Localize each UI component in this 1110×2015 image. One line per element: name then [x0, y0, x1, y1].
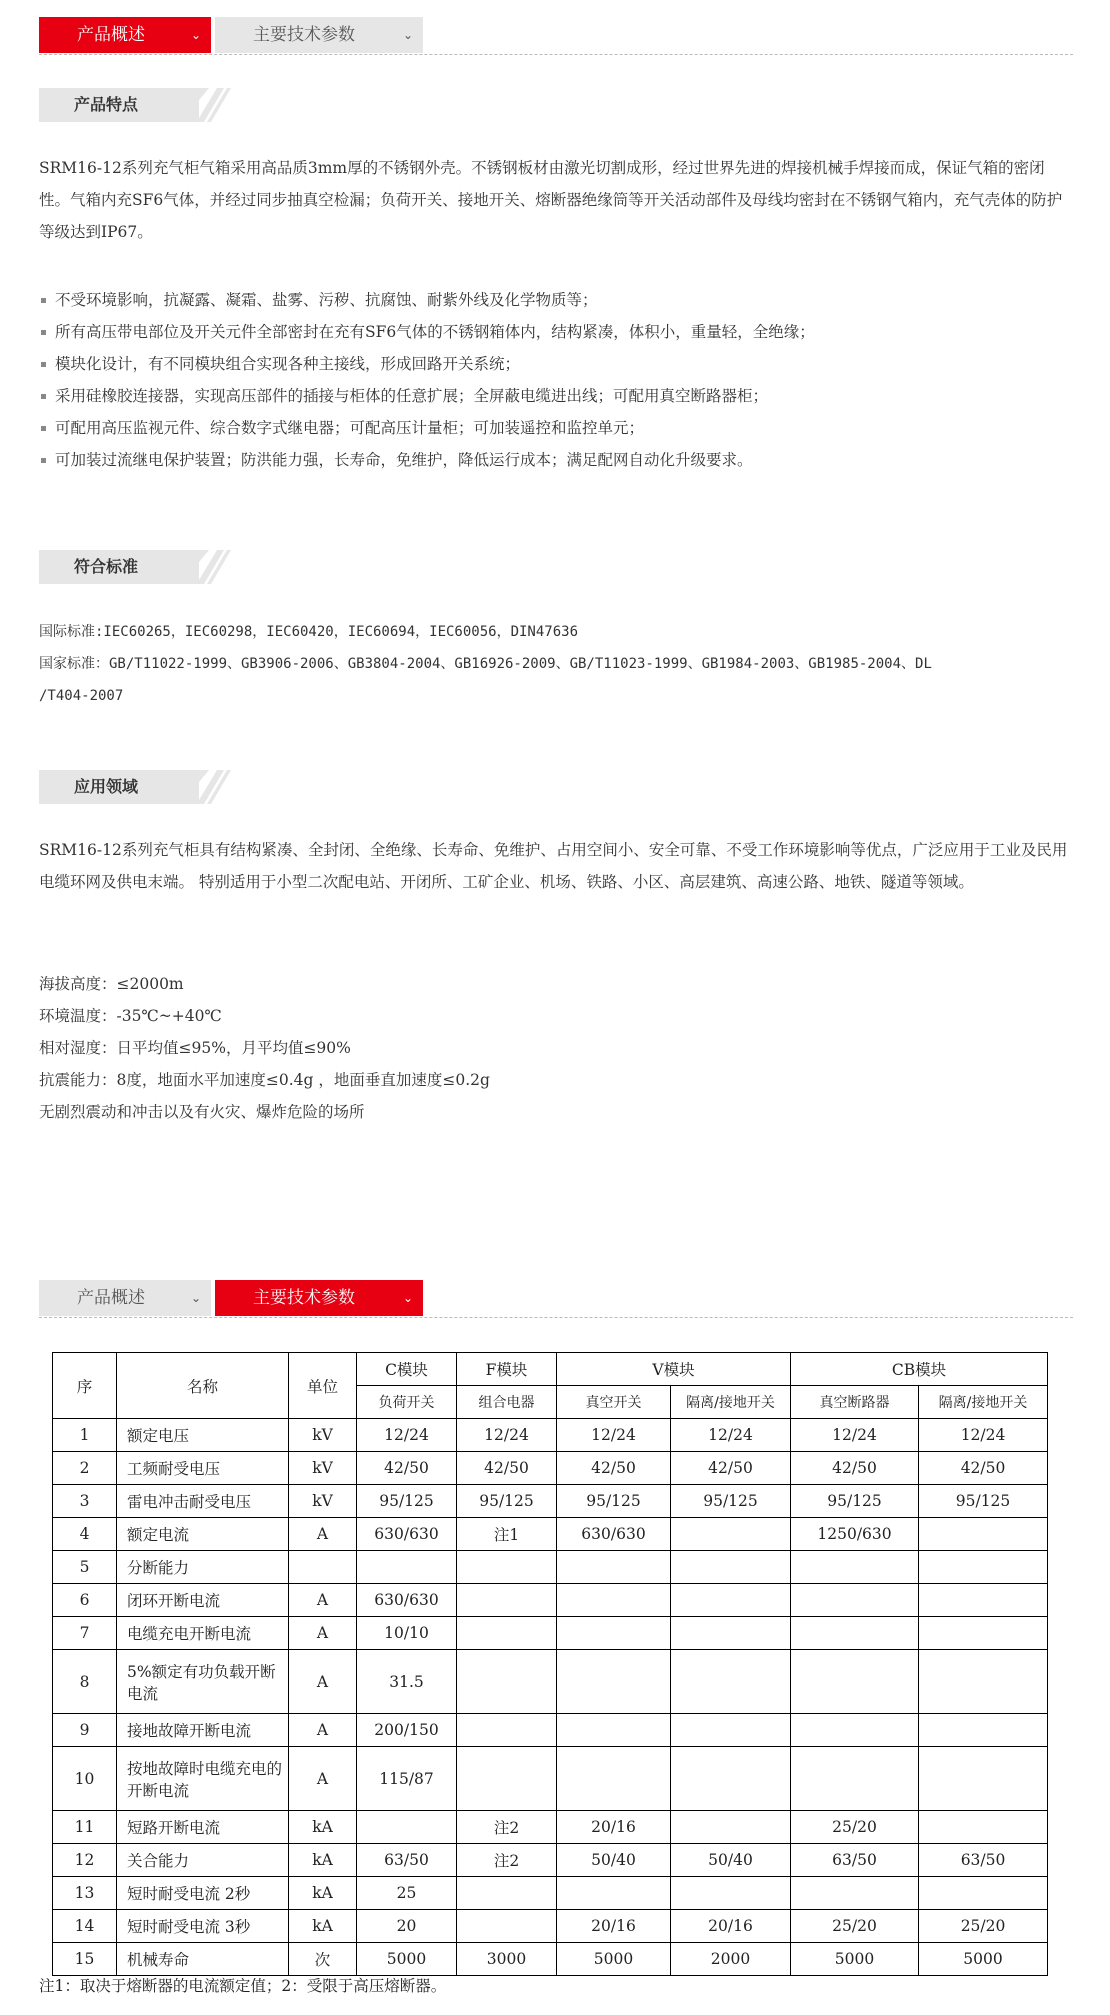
cell-no: 13 [53, 1877, 117, 1910]
list-item [39, 444, 1069, 476]
cell-no: 10 [53, 1747, 117, 1811]
condition-hazard: 无剧烈震动和冲击以及有火灾、爆炸危险的场所 [39, 1103, 365, 1121]
stripe-decoration-icon [199, 88, 231, 122]
cell-value: 20/16 [671, 1910, 791, 1943]
subheader: 隔离/接地开关 [671, 1386, 791, 1419]
cell-value: 5000 [919, 1943, 1048, 1976]
cell-value: 42/50 [919, 1452, 1048, 1485]
section-title: 符合标准 [74, 557, 139, 576]
cell-unit: kA [289, 1877, 357, 1910]
cell-value: 10/10 [357, 1617, 457, 1650]
cell-no: 14 [53, 1910, 117, 1943]
bullet-icon [41, 298, 46, 303]
cell-value: 2000 [671, 1943, 791, 1976]
table-row [53, 1811, 1048, 1844]
header-unit: 单位 [289, 1353, 357, 1419]
standards-text [39, 616, 1079, 712]
cell-value: 注1 [457, 1518, 557, 1551]
cell-value [791, 1714, 919, 1747]
cell-name: 机械寿命 [117, 1943, 289, 1976]
cell-value [919, 1747, 1048, 1811]
section-header-standards [39, 550, 229, 584]
chevron-down-icon: ⌄ [190, 1291, 201, 1305]
cell-value: 25 [357, 1877, 457, 1910]
cell-value: 63/50 [357, 1844, 457, 1877]
condition-temperature: 环境温度：-35℃~+40℃ [39, 1007, 222, 1025]
cell-no: 3 [53, 1485, 117, 1518]
cell-no: 9 [53, 1714, 117, 1747]
cell-unit: kV [289, 1419, 357, 1452]
cell-unit: A [289, 1747, 357, 1811]
tab-product-overview[interactable] [39, 1280, 211, 1316]
cell-unit: A [289, 1650, 357, 1714]
cell-name: 分断能力 [117, 1551, 289, 1584]
table-row [53, 1485, 1048, 1518]
cell-name: 按地故障时电缆充电的开断电流 [117, 1747, 289, 1811]
cell-no: 1 [53, 1419, 117, 1452]
table-footnote: 注1：取决于熔断器的电流额定值；2：受限于高压熔断器。 [39, 1977, 447, 1995]
operating-conditions [39, 968, 1079, 1128]
cell-name: 短时耐受电流 2秒 [117, 1877, 289, 1910]
cell-no: 15 [53, 1943, 117, 1976]
cell-value: 12/24 [557, 1419, 671, 1452]
cell-value [557, 1877, 671, 1910]
section-title: 应用领域 [74, 777, 139, 796]
tab-bar-bottom [39, 1280, 1073, 1318]
section-header-application [39, 770, 229, 804]
cell-value [357, 1811, 457, 1844]
cell-value: 20/16 [557, 1811, 671, 1844]
cell-value: 5000 [557, 1943, 671, 1976]
cell-value [791, 1877, 919, 1910]
list-item-text: 采用硅橡胶连接器，实现高压部件的插接与柜体的任意扩展；全屏蔽电缆进出线；可配用真空断路器柜； [55, 387, 769, 405]
table-row [53, 1551, 1048, 1584]
cell-value [919, 1584, 1048, 1617]
cell-value [919, 1551, 1048, 1584]
table-row [53, 1910, 1048, 1943]
cell-value [457, 1584, 557, 1617]
cell-name: 雷电冲击耐受电压 [117, 1485, 289, 1518]
cell-value [357, 1551, 457, 1584]
cell-unit: 次 [289, 1943, 357, 1976]
cell-value: 注2 [457, 1811, 557, 1844]
cell-no: 4 [53, 1518, 117, 1551]
cell-value [557, 1584, 671, 1617]
cell-value [457, 1617, 557, 1650]
cell-value: 25/20 [791, 1811, 919, 1844]
cell-value: 42/50 [357, 1452, 457, 1485]
cell-value: 95/125 [457, 1485, 557, 1518]
table-row [53, 1844, 1048, 1877]
cell-value [557, 1650, 671, 1714]
cell-value: 12/24 [457, 1419, 557, 1452]
stripe-decoration-icon [199, 550, 231, 584]
header-cb-module: CB模块 [791, 1353, 1048, 1386]
cell-value: 42/50 [557, 1452, 671, 1485]
cell-value: 25/20 [919, 1910, 1048, 1943]
cell-value [457, 1877, 557, 1910]
cell-value: 5000 [357, 1943, 457, 1976]
subheader: 真空断路器 [791, 1386, 919, 1419]
cell-unit: A [289, 1518, 357, 1551]
cell-value [791, 1747, 919, 1811]
cell-value: 50/40 [557, 1844, 671, 1877]
cell-value [557, 1551, 671, 1584]
list-item-text: 模块化设计，有不同模块组合实现各种主接线，形成回路开关系统； [55, 355, 521, 373]
subheader: 隔离/接地开关 [919, 1386, 1048, 1419]
cell-value: 注2 [457, 1844, 557, 1877]
cell-no: 6 [53, 1584, 117, 1617]
list-item [39, 316, 1069, 348]
tab-label: 主要技术参数 [253, 1288, 355, 1308]
cell-no: 5 [53, 1551, 117, 1584]
stripe-decoration-icon [199, 770, 231, 804]
cell-value [919, 1877, 1048, 1910]
cell-value: 95/125 [671, 1485, 791, 1518]
cell-value: 20/16 [557, 1910, 671, 1943]
cell-value [671, 1551, 791, 1584]
features-list [39, 284, 1069, 476]
cell-value: 50/40 [671, 1844, 791, 1877]
condition-altitude: 海拔高度：≤2000m [39, 975, 184, 993]
tab-product-overview[interactable] [39, 17, 211, 53]
table-row [53, 1518, 1048, 1551]
spec-table [52, 1352, 1048, 1976]
cell-value [919, 1714, 1048, 1747]
international-standards: 国际标准:IEC60265，IEC60298，IEC60420，IEC60694，IEC60056，DIN47636 [39, 624, 579, 640]
cell-value [791, 1584, 919, 1617]
list-item [39, 284, 1069, 316]
table-row [53, 1584, 1048, 1617]
cell-value [457, 1551, 557, 1584]
cell-value [919, 1811, 1048, 1844]
cell-value [457, 1910, 557, 1943]
cell-name: 额定电流 [117, 1518, 289, 1551]
cell-value: 12/24 [919, 1419, 1048, 1452]
condition-humidity: 相对湿度：日平均值≤95%，月平均值≤90% [39, 1039, 351, 1057]
cell-value [919, 1518, 1048, 1551]
cell-value: 25/20 [791, 1910, 919, 1943]
cell-value: 31.5 [357, 1650, 457, 1714]
cell-unit: kV [289, 1485, 357, 1518]
header-c-module: C模块 [357, 1353, 457, 1386]
cell-value: 95/125 [357, 1485, 457, 1518]
bullet-icon [41, 458, 46, 463]
cell-unit: A [289, 1584, 357, 1617]
cell-name: 短路开断电流 [117, 1811, 289, 1844]
cell-unit: kA [289, 1844, 357, 1877]
cell-value [919, 1617, 1048, 1650]
list-item-text: 可加装过流继电保护装置；防洪能力强，长寿命，免维护，降低运行成本；满足配网自动化升级要求。 [55, 451, 753, 469]
header-v-module: V模块 [557, 1353, 791, 1386]
bullet-icon [41, 426, 46, 431]
national-standards-cont: /T404-2007 [39, 688, 124, 704]
cell-value: 630/630 [357, 1518, 457, 1551]
list-item [39, 412, 1069, 444]
cell-value: 95/125 [919, 1485, 1048, 1518]
cell-no: 11 [53, 1811, 117, 1844]
cell-value [671, 1518, 791, 1551]
cell-value: 63/50 [791, 1844, 919, 1877]
cell-value: 1250/630 [791, 1518, 919, 1551]
cell-value: 115/87 [357, 1747, 457, 1811]
subheader: 负荷开关 [357, 1386, 457, 1419]
bullet-icon [41, 394, 46, 399]
chevron-down-icon: ⌄ [402, 1291, 413, 1305]
cell-name: 短时耐受电流 3秒 [117, 1910, 289, 1943]
cell-value [791, 1551, 919, 1584]
table-row [53, 1747, 1048, 1811]
cell-value: 20 [357, 1910, 457, 1943]
cell-no: 8 [53, 1650, 117, 1714]
list-item [39, 348, 1069, 380]
cell-no: 12 [53, 1844, 117, 1877]
header-no: 序 [53, 1353, 117, 1419]
cell-name: 闭环开断电流 [117, 1584, 289, 1617]
cell-name: 电缆充电开断电流 [117, 1617, 289, 1650]
cell-value: 200/150 [357, 1714, 457, 1747]
table-row [53, 1419, 1048, 1452]
cell-value [671, 1811, 791, 1844]
table-row [53, 1650, 1048, 1714]
cell-unit: A [289, 1714, 357, 1747]
tab-label: 产品概述 [77, 25, 145, 45]
list-item-text: 可配用高压监视元件、综合数字式继电器；可配高压计量柜；可加装遥控和监控单元； [55, 419, 645, 437]
cell-value [671, 1714, 791, 1747]
cell-value [671, 1584, 791, 1617]
cell-value: 630/630 [557, 1518, 671, 1551]
cell-name: 关合能力 [117, 1844, 289, 1877]
table-row [53, 1452, 1048, 1485]
national-standards: 国家标准：GB/T11022-1999、GB3906-2006、GB3804-2004、GB16926-2009、GB/T11023-1999、GB1984-2003、GB1985-2004、DL [39, 656, 932, 672]
cell-unit: kA [289, 1910, 357, 1943]
cell-unit: kA [289, 1811, 357, 1844]
cell-value: 63/50 [919, 1844, 1048, 1877]
cell-value [671, 1650, 791, 1714]
cell-value: 95/125 [791, 1485, 919, 1518]
spec-table-body [53, 1419, 1048, 1976]
cell-no: 2 [53, 1452, 117, 1485]
cell-value: 42/50 [791, 1452, 919, 1485]
cell-value [671, 1747, 791, 1811]
tab-bar-top [39, 17, 1073, 55]
subheader: 真空开关 [557, 1386, 671, 1419]
cell-value [919, 1650, 1048, 1714]
table-row [53, 1617, 1048, 1650]
application-paragraph: SRM16-12系列充气柜具有结构紧凑、全封闭、全绝缘、长寿命、免维护、占用空间小、安全可靠、不受工作环境影响等优点，广泛应用于工业及民用电缆环网及供电末端。 特别适用于小型二次配电站、开闭所、工矿企业、机场、铁路、小区、高层建筑、高速公路、地铁、隧道等领域。 [39, 841, 1068, 891]
tab-label: 主要技术参数 [253, 25, 355, 45]
cell-value: 5000 [791, 1943, 919, 1976]
cell-value [557, 1714, 671, 1747]
list-item-text: 所有高压带电部位及开关元件全部密封在充有SF6气体的不锈钢箱体内，结构紧凑，体积小，重量轻，全绝缘； [55, 323, 815, 341]
header-name: 名称 [117, 1353, 289, 1419]
cell-unit: A [289, 1617, 357, 1650]
table-row [53, 1877, 1048, 1910]
cell-unit: kV [289, 1452, 357, 1485]
cell-value [457, 1714, 557, 1747]
condition-seismic: 抗震能力：8度，地面水平加速度≤0.4g ，地面垂直加速度≤0.2g [39, 1071, 490, 1089]
cell-value [457, 1747, 557, 1811]
tab-technical-params[interactable] [215, 1280, 423, 1316]
bullet-icon [41, 362, 46, 367]
cell-no: 7 [53, 1617, 117, 1650]
cell-value: 42/50 [457, 1452, 557, 1485]
cell-value [557, 1617, 671, 1650]
list-item-text: 不受环境影响，抗凝露、凝霜、盐雾、污秽、抗腐蚀、耐紫外线及化学物质等； [55, 291, 598, 309]
cell-name: 5%额定有功负载开断电流 [117, 1650, 289, 1714]
cell-unit [289, 1551, 357, 1584]
cell-name: 工频耐受电压 [117, 1452, 289, 1485]
list-item [39, 380, 1069, 412]
chevron-down-icon: ⌄ [402, 28, 413, 42]
cell-name: 额定电压 [117, 1419, 289, 1452]
cell-value: 42/50 [671, 1452, 791, 1485]
cell-value [557, 1747, 671, 1811]
subheader: 组合电器 [457, 1386, 557, 1419]
bullet-icon [41, 330, 46, 335]
section-title: 产品特点 [74, 95, 139, 114]
cell-value [791, 1617, 919, 1650]
chevron-down-icon: ⌄ [190, 28, 201, 42]
cell-value: 12/24 [671, 1419, 791, 1452]
section-header-features [39, 88, 229, 122]
table-row [53, 1943, 1048, 1976]
cell-value [791, 1650, 919, 1714]
cell-value: 95/125 [557, 1485, 671, 1518]
cell-value: 630/630 [357, 1584, 457, 1617]
features-paragraph: SRM16-12系列充气柜气箱采用高品质3mm厚的不锈钢外壳。不锈钢板材由激光切割成形，经过世界先进的焊接机械手焊接而成，保证气箱的密闭性。气箱内充SF6气体，并经过同步抽真空检漏；负荷开关、接地开关、熔断器绝缘筒等开关活动部件及母线均密封在不锈钢气箱内，充气壳体的防护等级达到IP67。 [39, 159, 1063, 241]
cell-name: 接地故障开断电流 [117, 1714, 289, 1747]
header-f-module: F模块 [457, 1353, 557, 1386]
tab-technical-params[interactable] [215, 17, 423, 53]
table-row [53, 1714, 1048, 1747]
cell-value: 12/24 [357, 1419, 457, 1452]
cell-value: 3000 [457, 1943, 557, 1976]
cell-value [671, 1617, 791, 1650]
tab-label: 产品概述 [77, 1288, 145, 1308]
cell-value: 12/24 [791, 1419, 919, 1452]
cell-value [457, 1650, 557, 1714]
cell-value [671, 1877, 791, 1910]
